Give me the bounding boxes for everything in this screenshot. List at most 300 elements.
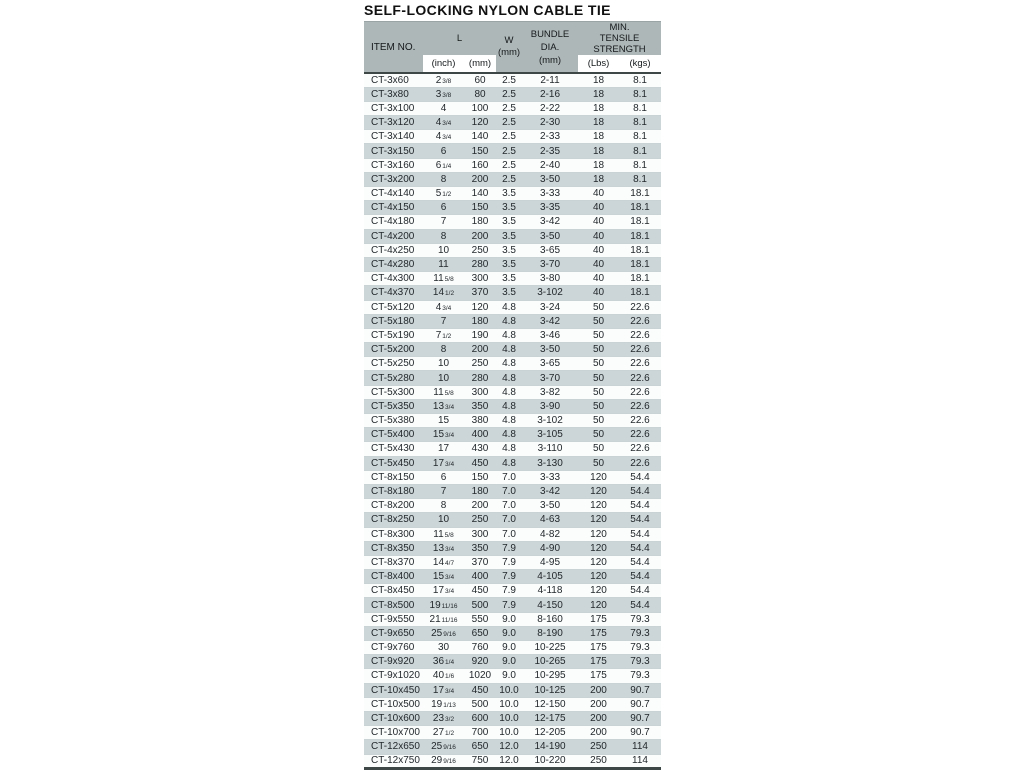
cell-mm: 430 (464, 442, 496, 456)
cell-mm: 200 (464, 229, 496, 243)
cell-mm: 180 (464, 215, 496, 229)
cell-lbs: 18 (578, 172, 619, 186)
table-row (364, 697, 661, 711)
cell-bundle: 14-190 (522, 740, 578, 754)
inch-fraction: 5/8 (444, 531, 454, 539)
table-row (364, 555, 661, 569)
inch-fraction: 3/4 (445, 403, 455, 411)
table-body (364, 73, 661, 768)
cell-w: 2.5 (496, 87, 522, 101)
cell-inch: 115/8 (423, 385, 464, 399)
cell-inch: 10 (423, 513, 464, 527)
cell-lbs: 18 (578, 130, 619, 144)
cell-w: 3.5 (496, 286, 522, 300)
inch-fraction: 11/16 (441, 616, 458, 624)
table-row (364, 371, 661, 385)
cell-inch: 7 (423, 215, 464, 229)
cell-inch: 30 (423, 641, 464, 655)
cell-bundle: 2-33 (522, 130, 578, 144)
inch-fraction: 3/4 (442, 120, 452, 128)
cell-kgs: 22.6 (619, 442, 661, 456)
cell-kgs: 18.1 (619, 187, 661, 201)
inch-fraction: 1/2 (445, 730, 455, 738)
cell-inch: 6 (423, 470, 464, 484)
table-row (364, 272, 661, 286)
table-row (364, 527, 661, 541)
cell-mm: 250 (464, 243, 496, 257)
cell-kgs: 54.4 (619, 484, 661, 498)
cell-item: CT-3x160 (364, 158, 423, 172)
cell-lbs: 50 (578, 343, 619, 357)
cell-item: CT-8x450 (364, 584, 423, 598)
cell-mm: 350 (464, 541, 496, 555)
cell-lbs: 120 (578, 513, 619, 527)
cell-w: 10.0 (496, 683, 522, 697)
table-row (364, 172, 661, 186)
header-bundle-unit: (mm) (538, 54, 562, 66)
cell-w: 7.0 (496, 484, 522, 498)
cell-mm: 500 (464, 697, 496, 711)
cell-w: 4.8 (496, 428, 522, 442)
table-row (364, 187, 661, 201)
cell-kgs: 22.6 (619, 328, 661, 342)
cell-w: 4.8 (496, 343, 522, 357)
cell-item: CT-3x80 (364, 87, 423, 101)
cell-item: CT-5x400 (364, 428, 423, 442)
cell-mm: 370 (464, 555, 496, 569)
cell-inch: 144/7 (423, 555, 464, 569)
cell-inch: 6 (423, 201, 464, 215)
cell-w: 3.5 (496, 215, 522, 229)
cell-lbs: 50 (578, 385, 619, 399)
inch-fraction: 3/4 (442, 304, 452, 312)
table-row (364, 711, 661, 725)
cell-bundle: 12-205 (522, 726, 578, 740)
cell-mm: 370 (464, 286, 496, 300)
inch-fraction: 3/4 (445, 588, 455, 596)
cell-w: 9.0 (496, 655, 522, 669)
cell-item: CT-4x280 (364, 257, 423, 271)
cell-inch: 8 (423, 499, 464, 513)
cell-bundle: 3-42 (522, 314, 578, 328)
cell-w: 2.5 (496, 73, 522, 87)
cell-mm: 450 (464, 683, 496, 697)
table-row (364, 484, 661, 498)
cell-inch: 153/4 (423, 428, 464, 442)
cell-bundle: 4-63 (522, 513, 578, 527)
header-item-no: ITEM NO. (364, 22, 423, 74)
table-row (364, 456, 661, 470)
cell-item: CT-8x400 (364, 570, 423, 584)
cell-item: CT-4x180 (364, 215, 423, 229)
table-row (364, 754, 661, 768)
cell-lbs: 120 (578, 584, 619, 598)
cell-lbs: 50 (578, 314, 619, 328)
cell-mm: 300 (464, 527, 496, 541)
cell-inch: 43/4 (423, 116, 464, 130)
cell-mm: 180 (464, 484, 496, 498)
cell-kgs: 8.1 (619, 130, 661, 144)
cell-kgs: 22.6 (619, 399, 661, 413)
cell-bundle: 8-190 (522, 626, 578, 640)
cell-kgs: 18.1 (619, 272, 661, 286)
cell-item: CT-5x200 (364, 343, 423, 357)
header-bundle-line2: DIA. (540, 41, 560, 53)
header-tensile-line1: MIN. (609, 22, 630, 33)
spec-sheet (364, 2, 662, 770)
table-row (364, 428, 661, 442)
cell-w: 4.8 (496, 399, 522, 413)
cell-inch: 43/4 (423, 130, 464, 144)
subheader-lbs: (Lbs) (578, 55, 619, 73)
inch-fraction: 1/4 (445, 659, 455, 667)
cell-mm: 140 (464, 187, 496, 201)
cell-lbs: 40 (578, 187, 619, 201)
cell-mm: 180 (464, 314, 496, 328)
cell-w: 4.8 (496, 300, 522, 314)
cell-kgs: 79.3 (619, 626, 661, 640)
inch-fraction: 3/8 (442, 91, 452, 99)
cell-w: 7.0 (496, 527, 522, 541)
cell-lbs: 50 (578, 428, 619, 442)
cell-mm: 300 (464, 272, 496, 286)
table-row (364, 442, 661, 456)
cell-kgs: 79.3 (619, 669, 661, 683)
cell-mm: 450 (464, 584, 496, 598)
cell-w: 3.5 (496, 243, 522, 257)
cell-inch: 259/16 (423, 740, 464, 754)
cell-lbs: 40 (578, 286, 619, 300)
cell-kgs: 54.4 (619, 584, 661, 598)
cell-mm: 760 (464, 641, 496, 655)
cell-item: CT-5x280 (364, 371, 423, 385)
cell-inch: 6 (423, 144, 464, 158)
cell-w: 2.5 (496, 158, 522, 172)
cell-mm: 200 (464, 172, 496, 186)
cell-kgs: 54.4 (619, 555, 661, 569)
cell-kgs: 18.1 (619, 229, 661, 243)
cell-item: CT-3x200 (364, 172, 423, 186)
cell-kgs: 54.4 (619, 499, 661, 513)
cell-w: 9.0 (496, 612, 522, 626)
cell-kgs: 22.6 (619, 300, 661, 314)
cell-bundle: 3-90 (522, 399, 578, 413)
table-row (364, 570, 661, 584)
cell-lbs: 50 (578, 357, 619, 371)
cell-mm: 190 (464, 328, 496, 342)
cell-w: 4.8 (496, 357, 522, 371)
table-row (364, 229, 661, 243)
cell-w: 2.5 (496, 144, 522, 158)
cell-w: 10.0 (496, 711, 522, 725)
cell-kgs: 18.1 (619, 215, 661, 229)
cell-w: 4.8 (496, 385, 522, 399)
cell-lbs: 120 (578, 555, 619, 569)
cell-inch: 115/8 (423, 527, 464, 541)
cell-w: 4.8 (496, 328, 522, 342)
cell-item: CT-9x650 (364, 626, 423, 640)
cell-bundle: 10-225 (522, 641, 578, 655)
cell-w: 9.0 (496, 669, 522, 683)
table-row (364, 116, 661, 130)
cell-mm: 250 (464, 513, 496, 527)
cell-w: 10.0 (496, 726, 522, 740)
cell-item: CT-9x920 (364, 655, 423, 669)
table-row (364, 655, 661, 669)
cell-kgs: 8.1 (619, 144, 661, 158)
cell-bundle: 3-110 (522, 442, 578, 456)
cell-lbs: 40 (578, 257, 619, 271)
cell-inch: 141/2 (423, 286, 464, 300)
cell-inch: 299/16 (423, 754, 464, 768)
cell-mm: 140 (464, 130, 496, 144)
cell-kgs: 90.7 (619, 726, 661, 740)
header-width-label: W (504, 35, 514, 46)
cell-w: 3.5 (496, 272, 522, 286)
cell-inch: 153/4 (423, 570, 464, 584)
cell-bundle: 2-11 (522, 73, 578, 87)
cell-lbs: 18 (578, 144, 619, 158)
table-row (364, 201, 661, 215)
cell-w: 2.5 (496, 101, 522, 115)
cell-inch: 7 (423, 484, 464, 498)
cell-mm: 380 (464, 414, 496, 428)
cell-item: CT-3x60 (364, 73, 423, 87)
cell-item: CT-8x370 (364, 555, 423, 569)
cell-bundle: 3-130 (522, 456, 578, 470)
cell-inch: 7 (423, 314, 464, 328)
inch-fraction: 9/16 (443, 744, 456, 752)
cell-item: CT-10x500 (364, 697, 423, 711)
cell-kgs: 8.1 (619, 116, 661, 130)
cell-item: CT-3x100 (364, 101, 423, 115)
cell-item: CT-4x140 (364, 187, 423, 201)
subheader-inch: (inch) (423, 55, 464, 73)
cell-w: 7.9 (496, 598, 522, 612)
table-row (364, 87, 661, 101)
cell-kgs: 54.4 (619, 598, 661, 612)
cell-bundle: 2-22 (522, 101, 578, 115)
cell-item: CT-8x250 (364, 513, 423, 527)
cell-kgs: 54.4 (619, 570, 661, 584)
inch-fraction: 5/8 (444, 276, 454, 284)
cell-item: CT-5x190 (364, 328, 423, 342)
spec-table (364, 21, 661, 770)
cell-lbs: 18 (578, 73, 619, 87)
cell-lbs: 18 (578, 87, 619, 101)
cell-w: 2.5 (496, 172, 522, 186)
table-row (364, 598, 661, 612)
inch-fraction: 3/4 (445, 687, 455, 695)
inch-fraction: 11/16 (441, 602, 458, 610)
table-row (364, 399, 661, 413)
cell-bundle: 4-95 (522, 555, 578, 569)
cell-w: 2.5 (496, 116, 522, 130)
cell-mm: 150 (464, 144, 496, 158)
cell-bundle: 4-90 (522, 541, 578, 555)
cell-inch: 10 (423, 357, 464, 371)
inch-fraction: 1/13 (443, 701, 456, 709)
cell-mm: 60 (464, 73, 496, 87)
cell-mm: 1020 (464, 669, 496, 683)
cell-inch: 11 (423, 257, 464, 271)
table-row (364, 584, 661, 598)
cell-kgs: 8.1 (619, 87, 661, 101)
cell-item: CT-10x450 (364, 683, 423, 697)
cell-lbs: 120 (578, 499, 619, 513)
cell-bundle: 3-70 (522, 257, 578, 271)
inch-fraction: 4/7 (445, 559, 455, 567)
cell-kgs: 22.6 (619, 456, 661, 470)
header-bundle-line1: BUNDLE (530, 28, 570, 40)
cell-inch: 2111/16 (423, 612, 464, 626)
cell-lbs: 175 (578, 626, 619, 640)
cell-kgs: 54.4 (619, 513, 661, 527)
table-row (364, 513, 661, 527)
cell-inch: 23/8 (423, 73, 464, 87)
cell-w: 7.0 (496, 499, 522, 513)
cell-kgs: 22.6 (619, 314, 661, 328)
cell-w: 9.0 (496, 641, 522, 655)
cell-bundle: 10-220 (522, 754, 578, 768)
cell-item: CT-8x300 (364, 527, 423, 541)
table-row (364, 144, 661, 158)
cell-w: 3.5 (496, 201, 522, 215)
cell-item: CT-9x550 (364, 612, 423, 626)
cell-lbs: 50 (578, 328, 619, 342)
cell-item: CT-3x120 (364, 116, 423, 130)
cell-bundle: 3-42 (522, 215, 578, 229)
table-row (364, 101, 661, 115)
subheader-kgs: (kgs) (619, 55, 661, 73)
cell-kgs: 79.3 (619, 655, 661, 669)
cell-item: CT-10x600 (364, 711, 423, 725)
cell-inch: 259/16 (423, 626, 464, 640)
cell-inch: 8 (423, 343, 464, 357)
cell-mm: 250 (464, 357, 496, 371)
cell-kgs: 8.1 (619, 73, 661, 87)
table-row (364, 328, 661, 342)
cell-mm: 350 (464, 399, 496, 413)
cell-bundle: 3-33 (522, 470, 578, 484)
cell-mm: 100 (464, 101, 496, 115)
page-title: SELF-LOCKING NYLON CABLE TIE (364, 2, 611, 18)
cell-kgs: 22.6 (619, 343, 661, 357)
inch-fraction: 1/2 (445, 290, 455, 298)
inch-fraction: 1/4 (442, 162, 452, 170)
cell-item: CT-8x200 (364, 499, 423, 513)
inch-fraction: 3/4 (442, 134, 452, 142)
cell-lbs: 40 (578, 272, 619, 286)
cell-item: CT-4x250 (364, 243, 423, 257)
cell-mm: 600 (464, 711, 496, 725)
cell-item: CT-5x380 (364, 414, 423, 428)
cell-item: CT-4x150 (364, 201, 423, 215)
cell-bundle: 3-50 (522, 343, 578, 357)
table-row (364, 626, 661, 640)
cell-w: 3.5 (496, 187, 522, 201)
cell-bundle: 3-35 (522, 201, 578, 215)
cell-mm: 120 (464, 116, 496, 130)
cell-inch: 15 (423, 414, 464, 428)
inch-fraction: 1/2 (442, 332, 452, 340)
table-row (364, 286, 661, 300)
inch-fraction: 9/16 (443, 630, 456, 638)
cell-w: 12.0 (496, 754, 522, 768)
cell-lbs: 200 (578, 683, 619, 697)
cell-lbs: 120 (578, 570, 619, 584)
cell-inch: 1911/16 (423, 598, 464, 612)
cell-bundle: 8-160 (522, 612, 578, 626)
table-row (364, 683, 661, 697)
cell-mm: 700 (464, 726, 496, 740)
cell-kgs: 22.6 (619, 414, 661, 428)
cell-lbs: 200 (578, 697, 619, 711)
cell-inch: 133/4 (423, 399, 464, 413)
cell-bundle: 3-82 (522, 385, 578, 399)
cell-lbs: 40 (578, 229, 619, 243)
cell-mm: 150 (464, 470, 496, 484)
cell-inch: 17 (423, 442, 464, 456)
header-bundle-dia (522, 22, 578, 74)
cell-item: CT-5x250 (364, 357, 423, 371)
cell-bundle: 3-24 (522, 300, 578, 314)
cell-lbs: 175 (578, 641, 619, 655)
cell-lbs: 120 (578, 598, 619, 612)
cell-item: CT-3x150 (364, 144, 423, 158)
cell-mm: 280 (464, 257, 496, 271)
cell-mm: 200 (464, 499, 496, 513)
cell-item: CT-12x650 (364, 740, 423, 754)
cell-kgs: 54.4 (619, 527, 661, 541)
cell-w: 7.9 (496, 584, 522, 598)
inch-fraction: 3/2 (445, 716, 455, 724)
cell-w: 9.0 (496, 626, 522, 640)
cell-kgs: 90.7 (619, 711, 661, 725)
table-row (364, 73, 661, 87)
cell-item: CT-5x180 (364, 314, 423, 328)
cell-mm: 650 (464, 740, 496, 754)
cell-item: CT-5x450 (364, 456, 423, 470)
cell-kgs: 8.1 (619, 158, 661, 172)
cell-mm: 450 (464, 456, 496, 470)
cell-bundle: 3-102 (522, 414, 578, 428)
cell-kgs: 90.7 (619, 697, 661, 711)
cell-kgs: 22.6 (619, 357, 661, 371)
cell-bundle: 2-40 (522, 158, 578, 172)
cell-lbs: 40 (578, 243, 619, 257)
cell-lbs: 18 (578, 116, 619, 130)
cell-inch: 51/2 (423, 187, 464, 201)
cell-bundle: 4-150 (522, 598, 578, 612)
cell-kgs: 90.7 (619, 683, 661, 697)
cell-mm: 400 (464, 570, 496, 584)
cell-item: CT-8x180 (364, 484, 423, 498)
cell-lbs: 175 (578, 612, 619, 626)
cell-bundle: 3-102 (522, 286, 578, 300)
table-row (364, 130, 661, 144)
header-width-unit: (mm) (497, 47, 521, 58)
cell-bundle: 2-30 (522, 116, 578, 130)
inch-fraction: 3/4 (445, 460, 455, 468)
inch-fraction: 1/2 (442, 191, 452, 199)
cell-lbs: 50 (578, 371, 619, 385)
inch-fraction: 9/16 (443, 758, 456, 766)
cell-mm: 80 (464, 87, 496, 101)
cell-bundle: 12-175 (522, 711, 578, 725)
cell-inch: 115/8 (423, 272, 464, 286)
cell-mm: 650 (464, 626, 496, 640)
